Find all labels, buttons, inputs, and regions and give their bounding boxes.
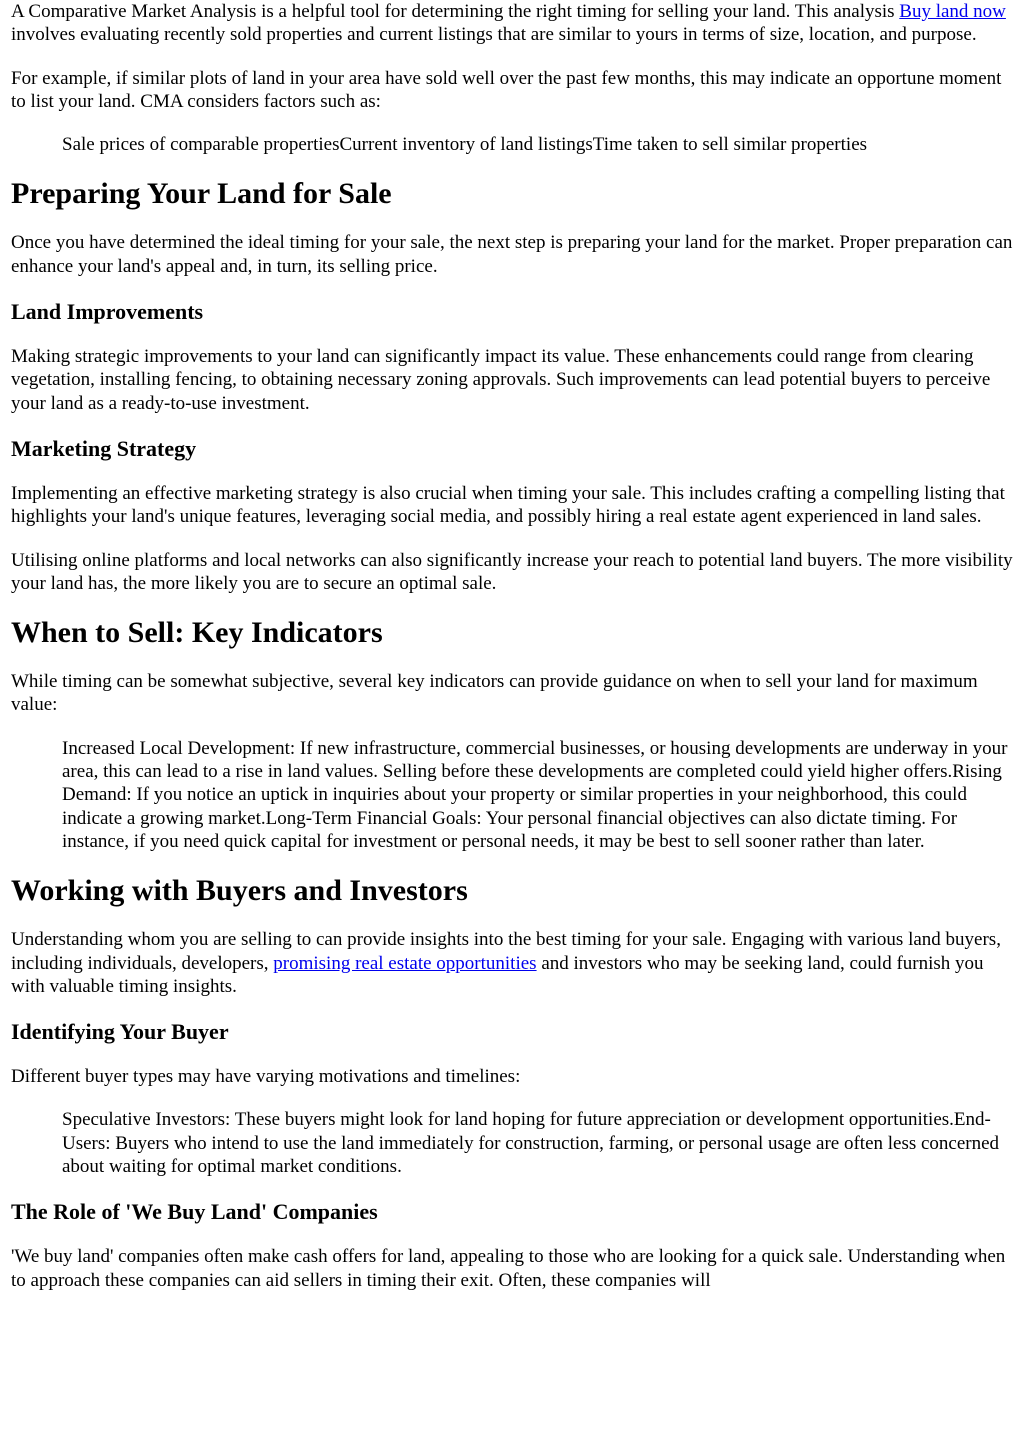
improvements-paragraph: Making strategic improvements to your land can significantly impact its value. These enhancements could range from clearing vegetation, installing fencing, to obtaining necessary zoning approvals. Such improvements can lead potential buyers to perceive your land as a ready-to-use investment.	[11, 346, 991, 414]
heading-we-buy-land-role: The Role of 'We Buy Land' Companies	[11, 1199, 378, 1225]
key-indicators-list: Increased Local Development: If new infrastructure, commercial businesses, or housing developments are underway in your area, this can lead to a rise in land values. Selling before these developments are completed could yield higher offers.Rising Demand: If you notice an uptick in inquiries about your property or similar properties in your neighborhood, this could indicate a growing market.Long-Term Financial Goals: Your personal financial objectives can also dictate timing. For instance, if you need quick capital for investment or personal needs, it may be best to sell sooner rather than later.	[62, 737, 1008, 852]
intro-paragraph-example: For example, if similar plots of land in your area have sold well over the past few months, this may indicate an opportune moment to list your land. CMA considers factors such as:	[11, 67, 1002, 112]
intro-text-before-link: A Comparative Market Analysis is a helpful tool for determining the right timing for selling your land. This analysis	[11, 1, 900, 22]
heading-marketing-strategy: Marketing Strategy	[11, 435, 197, 461]
intro-text-after-link: involves evaluating recently sold properties and current listings that are similar to yours in terms of size, location, and purpose.	[11, 24, 977, 46]
marketing-paragraph-2: Utilising online platforms and local networks can also significantly increase your reach to potential land buyers. The more visibility your land has, the more likely you are to secure an optimal sale.	[11, 549, 1013, 594]
heading-buyers-investors: Working with Buyers and Investors	[11, 874, 468, 908]
heading-identifying-buyer: Identifying Your Buyer	[11, 1019, 229, 1045]
cma-factors-list: Sale prices of comparable propertiesCurrent inventory of land listingsTime taken to sell similar properties	[62, 134, 868, 156]
buy-land-now-link[interactable]: Buy land now	[899, 1, 1006, 22]
heading-land-improvements: Land Improvements	[11, 299, 204, 325]
buyer-types-list: Speculative Investors: These buyers might look for land hoping for future appreciation or development opportunities.End-Users: Buyers who intend to use the land immediately for construction, farming, or personal usage are often less concerned about waiting for optimal market conditions.	[62, 1109, 1000, 1178]
buyers-paragraph	[11, 928, 1016, 998]
identify-paragraph: Different buyer types may have varying motivations and timelines:	[11, 1066, 521, 1088]
intro-paragraph-cma	[11, 0, 1016, 47]
buyers-text-after-link: and investors who may be seeking land, could furnish you with valuable timing insights.	[11, 952, 984, 997]
promising-real-estate-link[interactable]: promising real estate opportunities	[273, 952, 537, 974]
heading-preparing-land: Preparing Your Land for Sale	[11, 177, 392, 211]
buyers-text-before-link: Understanding whom you are selling to can provide insights into the best timing for your sale. Engaging with various land buyers, including individuals, developers,	[11, 929, 1001, 974]
heading-when-to-sell: When to Sell: Key Indicators	[11, 616, 383, 650]
we-buy-land-paragraph: 'We buy land' companies often make cash offers for land, appealing to those who are looking for a quick sale. Understanding when to approach these companies can aid sellers in timing their exit. Often, these companies will	[11, 1246, 1006, 1291]
when-paragraph: While timing can be somewhat subjective, several key indicators can provide guidance on when to sell your land for maximum value:	[11, 671, 978, 716]
marketing-paragraph-1: Implementing an effective marketing strategy is also crucial when timing your sale. This includes crafting a compelling listing that highlights your land's unique features, leveraging social media, and possibly hiring a real estate agent experienced in land sales.	[11, 482, 1005, 528]
preparing-paragraph: Once you have determined the ideal timing for your sale, the next step is preparing your land for the market. Proper preparation can enhance your land's appeal and, in turn, its selling price.	[11, 232, 1013, 277]
